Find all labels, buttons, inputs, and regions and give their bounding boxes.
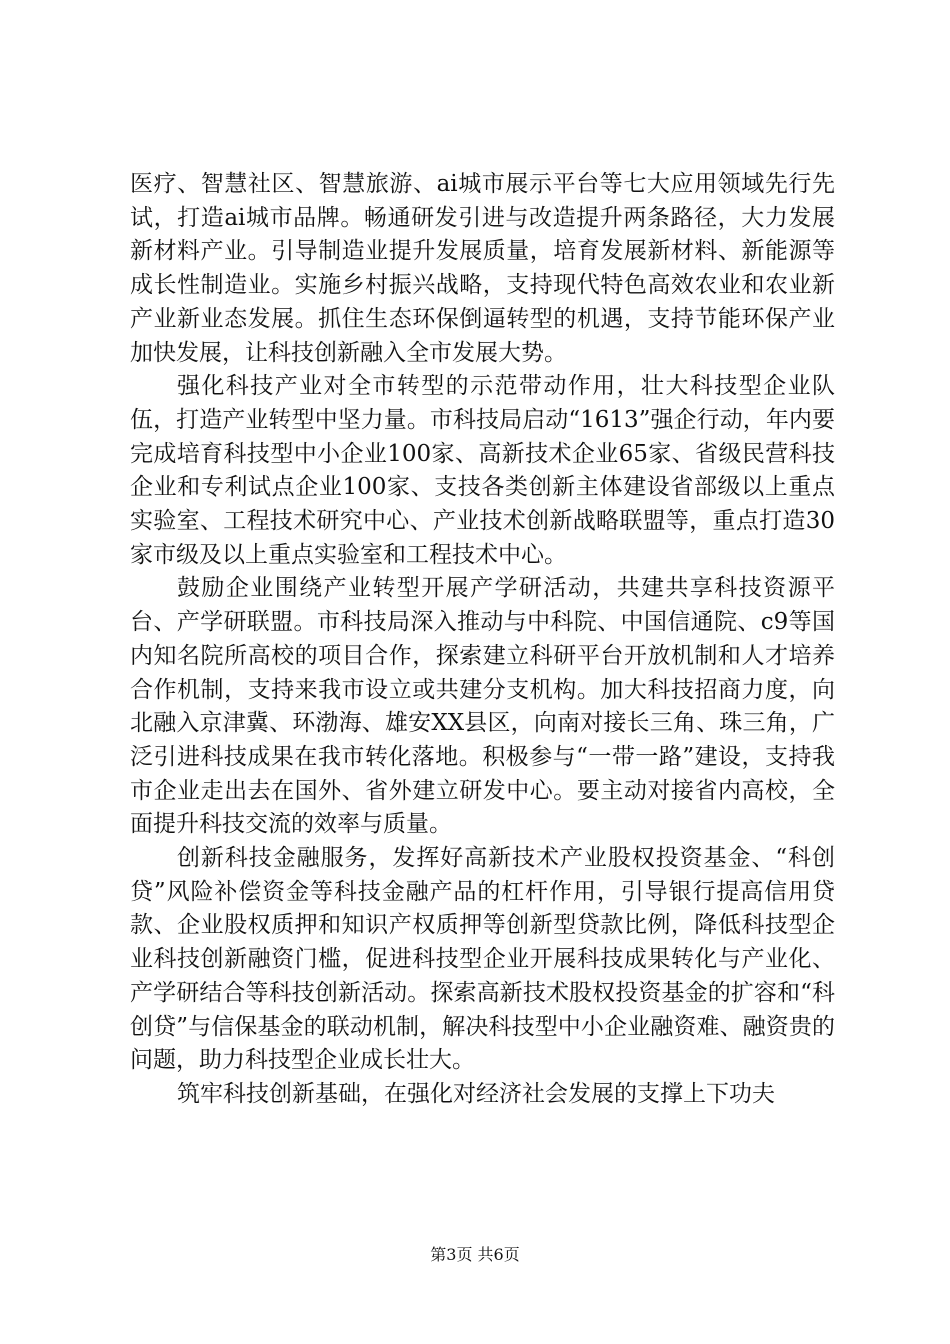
paragraph-2: 强化科技产业对全市转型的示范带动作用，壮大科技型企业队伍，打造产业转型中坚力量。市科技局启动“1613”强企行动，年内要完成培育科技型中小企业100家、高新技术企业65家、省级民营科技企业和专利试点企业100家、支技各类创新主体建设省部级以上重点实验室、工程技术研究中心、产业技术创新战略联盟等，重点打造30家市级及以上重点实验室和工程技术中心。: [130, 373, 835, 568]
page-footer: [0, 1245, 950, 1265]
page-number-label: 第3页 共6页: [430, 1245, 520, 1264]
document-body: [130, 168, 835, 1112]
paragraph-4: 创新科技金融服务，发挥好高新技术产业股权投资基金、“科创贷”风险补偿资金等科技金融产品的杠杆作用，引导银行提高信用贷款、企业股权质押和知识产权质押等创新型贷款比例，降低科技型企业科技创新融资门槛，促进科技型企业开展科技成果转化与产业化、产学研结合等科技创新活动。探索高新技术股权投资基金的扩容和“科创贷”与信保基金的联动机制，解决科技型中小企业融资难、融资贵的问题，助力科技型企业成长壮大。: [130, 845, 835, 1074]
paragraph-5: 筑牢科技创新基础，在强化对经济社会发展的支撑上下功夫: [177, 1080, 775, 1107]
paragraph-1: 医疗、智慧社区、智慧旅游、ai城市展示平台等七大应用领域先行先试，打造ai城市品牌。畅通研发引进与改造提升两条路径，大力发展新材料产业。引导制造业提升发展质量，培育发展新材料、新能源等成长性制造业。实施乡村振兴战略，支持现代特色高效农业和农业新产业新业态发展。抓住生态环保倒逼转型的机遇，支持节能环保产业加快发展，让科技创新融入全市发展大势。: [130, 171, 835, 366]
paragraph-3: 鼓励企业围绕产业转型开展产学研活动，共建共享科技资源平台、产学研联盟。市科技局深入推动与中科院、中国信通院、c9等国内知名院所高校的项目合作，探索建立科研平台开放机制和人才培养合作机制，支持来我市设立或共建分支机构。加大科技招商力度，向北融入京津冀、环渤海、雄安XX县区，向南对接长三角、珠三角，广泛引进科技成果在我市转化落地。积极参与“一带一路”建设，支持我市企业走出去在国外、省外建立研发中心。要主动对接省内高校，全面提升科技交流的效率与质量。: [130, 575, 835, 838]
